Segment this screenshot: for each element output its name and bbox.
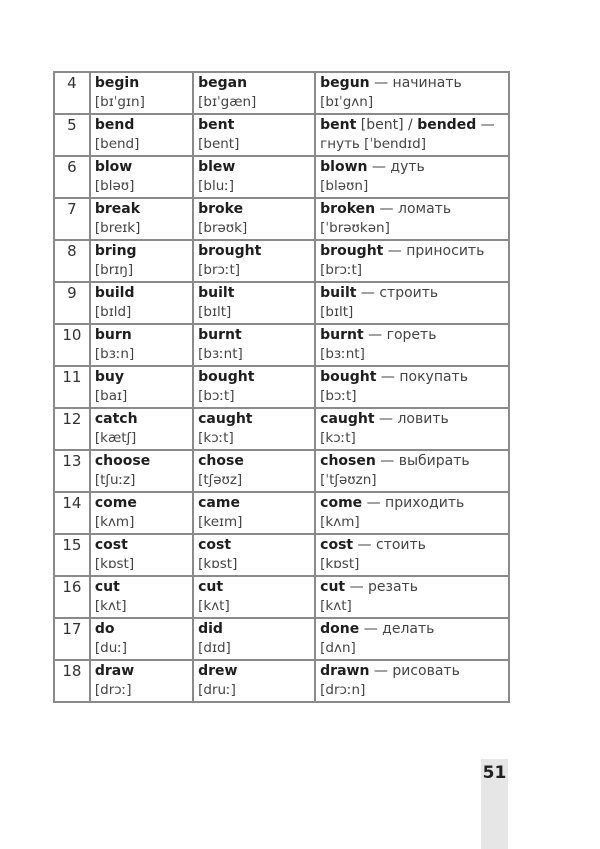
past-participle-line [320,494,504,513]
past-simple-transcription: [bɪˈgæn] [198,94,257,110]
past-simple-transcription: [bɜːnt] [198,346,243,362]
past-participle-line [320,116,504,135]
base-form-word: bend [94,117,135,133]
past-participle-line [320,284,504,303]
past-simple-cell [194,409,316,451]
past-participle-transcription: [brɔːt] [320,262,363,278]
row-number: 5 [55,115,91,157]
row-number: 16 [55,577,91,619]
past-participle-word: come [320,495,363,511]
past-participle-line [320,578,504,597]
past-simple-cell [194,325,316,367]
past-participle-cell [316,325,510,367]
page-number: 51 [482,763,507,783]
base-form-transcription: [baɪ] [94,388,128,404]
past-participle-cell [316,577,510,619]
past-participle-line [320,368,504,387]
past-simple-transcription: [bɪlt] [198,304,232,320]
base-form-cell [91,661,194,703]
past-participle-line [320,158,504,177]
past-participle-cell [316,115,510,157]
past-simple-word: burnt [198,327,242,343]
base-form-word: come [94,495,137,511]
past-participle-cell [316,409,510,451]
verb-table-body [55,73,510,703]
base-form-cell [91,451,194,493]
row-number: 14 [55,493,91,535]
past-simple-cell [194,577,316,619]
past-simple-transcription: [keɪm] [198,514,243,530]
row-number: 17 [55,619,91,661]
verb-row [55,199,510,241]
past-participle-transcription: [bɪlt] [320,304,354,320]
translation-text: — строить [356,285,439,301]
past-simple-cell [194,661,316,703]
row-number: 15 [55,535,91,577]
past-simple-cell [194,241,316,283]
past-simple-word: began [198,75,248,91]
verb-row [55,451,510,493]
past-participle-word: chosen [320,453,376,469]
translation-text: — покупать [376,369,468,385]
row-number: 8 [55,241,91,283]
past-simple-word: cost [198,537,232,553]
verb-row [55,619,510,661]
past-participle-cell [316,199,510,241]
past-participle-transcription: [bləʊn] [320,178,369,194]
past-participle-cell [316,283,510,325]
past-participle-transcription: [kɒst] [320,556,360,572]
past-participle-line [320,326,504,345]
translation-text: [bent] / [356,117,418,133]
base-form-transcription: [bɪˈgɪn] [94,94,145,110]
past-simple-cell [194,157,316,199]
row-number: 11 [55,367,91,409]
past-participle-transcription: [ˈbrəʊkən] [320,220,390,236]
past-simple-word: drew [198,663,238,679]
past-participle-transcription: [bɜːnt] [320,346,365,362]
base-form-transcription: [kætʃ] [94,430,137,446]
translation-text: — делать [359,621,435,637]
translation-text: — рисовать [369,663,460,679]
base-form-transcription: [bɜːn] [94,346,135,362]
past-simple-word: caught [198,411,253,427]
past-participle-cell [316,367,510,409]
base-form-word: choose [94,453,151,469]
base-form-cell [91,115,194,157]
past-participle-word: begun [320,75,370,91]
past-participle-line [320,662,504,681]
past-participle-word: bent [320,117,357,133]
past-participle-word: cut [320,579,346,595]
base-form-cell [91,325,194,367]
past-participle-cell [316,493,510,535]
base-form-transcription: [drɔː] [94,682,132,698]
base-form-word: build [94,285,135,301]
past-participle-word: done [320,621,360,637]
base-form-transcription: [kʌt] [94,598,127,614]
verb-row [55,73,510,115]
verb-row [55,409,510,451]
base-form-word: cut [94,579,120,595]
past-participle-line [320,536,504,555]
past-participle-word: burnt [320,327,364,343]
past-participle-line [320,74,504,93]
past-participle-transcription: [ˈtʃəʊzn] [320,472,377,488]
base-form-word: buy [94,369,124,385]
base-form-word: catch [94,411,138,427]
past-simple-cell [194,535,316,577]
past-participle-transcription: [kɔːt] [320,430,356,446]
past-participle-transcription: [bɔːt] [320,388,357,404]
past-simple-transcription: [brəʊk] [198,220,248,236]
row-number: 7 [55,199,91,241]
verb-table-container [53,71,510,703]
past-participle-line [320,410,504,429]
base-form-transcription: [breɪk] [94,220,141,236]
base-form-word: bring [94,243,137,259]
base-form-word: cost [94,537,128,553]
base-form-cell [91,283,194,325]
row-number: 18 [55,661,91,703]
past-simple-cell [194,115,316,157]
past-simple-word: broke [198,201,244,217]
past-simple-transcription: [kɔːt] [198,430,234,446]
verb-row [55,325,510,367]
past-simple-word: bent [198,117,235,133]
past-simple-cell [194,367,316,409]
verb-row [55,157,510,199]
base-form-transcription: [bend] [94,136,140,152]
base-form-transcription: [kʌm] [94,514,135,530]
past-participle-word: brought [320,243,384,259]
translation-text: — дуть [367,159,425,175]
past-simple-cell [194,199,316,241]
past-participle-transcription: [kʌt] [320,598,352,614]
past-simple-word: came [198,495,240,511]
past-participle-transcription: [kʌm] [320,514,360,530]
base-form-transcription: [bɪld] [94,304,132,320]
past-participle-transcription: [dʌn] [320,640,356,656]
past-participle-word: bended [417,117,477,133]
past-simple-cell [194,619,316,661]
past-participle-word: built [320,285,357,301]
base-form-transcription: [tʃuːz] [94,472,136,488]
past-simple-transcription: [kʌt] [198,598,230,614]
past-participle-transcription: гнуть [ˈbendɪd] [320,136,427,152]
past-simple-transcription: [dɪd] [198,640,231,656]
translation-text: — резать [345,579,418,595]
past-simple-cell [194,73,316,115]
past-participle-line [320,452,504,471]
past-simple-transcription: [druː] [198,682,236,698]
past-participle-word: drawn [320,663,370,679]
past-participle-cell [316,535,510,577]
past-participle-word: broken [320,201,376,217]
base-form-cell [91,157,194,199]
past-simple-transcription: [bɔːt] [198,388,235,404]
base-form-word: do [94,621,115,637]
past-simple-word: bought [198,369,255,385]
past-participle-word: cost [320,537,354,553]
base-form-cell [91,73,194,115]
past-participle-word: caught [320,411,375,427]
past-simple-cell [194,493,316,535]
past-simple-word: built [198,285,235,301]
past-participle-transcription: [bɪˈgʌn] [320,94,374,110]
translation-text: — приходить [362,495,465,511]
base-form-word: burn [94,327,132,343]
base-form-cell [91,535,194,577]
translation-text: — ловить [374,411,449,427]
past-simple-transcription: [tʃəʊz] [198,472,243,488]
translation-text: — [476,117,495,133]
base-form-cell [91,241,194,283]
translation-text: — ломать [375,201,452,217]
past-participle-cell [316,661,510,703]
row-number: 9 [55,283,91,325]
verb-row [55,493,510,535]
translation-text: — начинать [369,75,462,91]
past-participle-cell [316,241,510,283]
translation-text: — гореть [363,327,437,343]
verb-row [55,283,510,325]
past-simple-word: brought [198,243,262,259]
past-simple-word: blew [198,159,236,175]
translation-text: — выбирать [375,453,470,469]
past-simple-word: cut [198,579,224,595]
row-number: 6 [55,157,91,199]
row-number: 4 [55,73,91,115]
past-simple-word: chose [198,453,244,469]
past-participle-cell [316,619,510,661]
past-participle-line [320,620,504,639]
row-number: 12 [55,409,91,451]
past-simple-cell [194,283,316,325]
past-participle-word: blown [320,159,368,175]
base-form-transcription: [duː] [94,640,128,656]
verb-row [55,115,510,157]
verb-row [55,661,510,703]
past-simple-transcription: [bluː] [198,178,235,194]
past-participle-line [320,200,504,219]
verb-row [55,535,510,577]
past-participle-cell [316,157,510,199]
irregular-verbs-table [53,71,510,703]
base-form-transcription: [bləʊ] [94,178,135,194]
base-form-cell [91,409,194,451]
base-form-transcription: [brɪŋ] [94,262,134,278]
base-form-word: draw [94,663,135,679]
base-form-word: break [94,201,141,217]
past-participle-transcription: [drɔːn] [320,682,366,698]
past-simple-transcription: [kɒst] [198,556,238,572]
verb-row [55,241,510,283]
verb-row [55,367,510,409]
base-form-cell [91,577,194,619]
row-number: 10 [55,325,91,367]
base-form-cell [91,199,194,241]
base-form-transcription: [kɒst] [94,556,135,572]
past-simple-transcription: [brɔːt] [198,262,241,278]
base-form-cell [91,619,194,661]
base-form-cell [91,493,194,535]
past-participle-cell [316,451,510,493]
base-form-word: begin [94,75,140,91]
past-participle-cell [316,73,510,115]
past-participle-line [320,242,504,261]
verb-row [55,577,510,619]
base-form-word: blow [94,159,133,175]
past-simple-word: did [198,621,223,637]
past-participle-word: bought [320,369,377,385]
past-simple-cell [194,451,316,493]
translation-text: — приносить [383,243,485,259]
translation-text: — стоить [353,537,426,553]
base-form-cell [91,367,194,409]
past-simple-transcription: [bent] [198,136,240,152]
row-number: 13 [55,451,91,493]
